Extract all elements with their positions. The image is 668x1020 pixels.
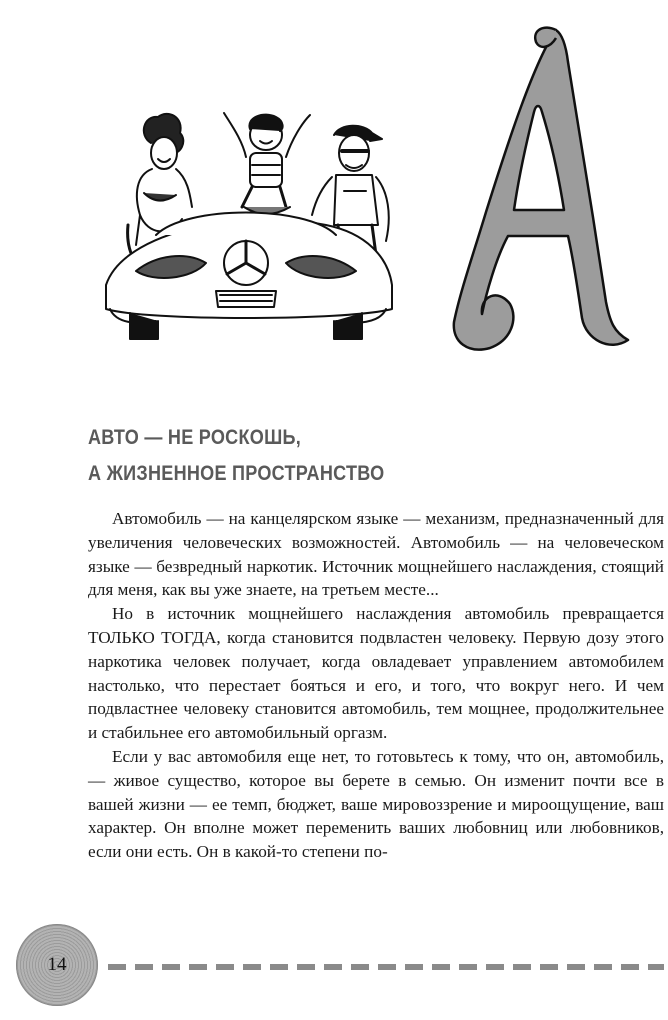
paragraph: Но в источник мощнейшего наслаждения автомобиль превращается ТОЛЬКО ТОГДА, когда становится подвластен человеку. Первую дозу этого наркотика человек получает, когда овладевает управлением автомобилем настолько, что перестает бояться и его, и того, что вокруг него. И чем подвластнее человеку становится автомобиль, тем мощнее, продолжительнее и стабильнее его автомобильный оргазм. [88, 604, 664, 743]
heading-line-1: АВТО — НЕ РОСКОШЬ, [88, 426, 301, 449]
body-text [88, 507, 664, 864]
page-number-badge [16, 924, 98, 1006]
paragraph: Если у вас автомобиля еще нет, то готовьтесь к тому, что он, автомобиль, — живое существо, которое вы берете в семью. Он изменит почти все в вашей жизни — ее темп, бюджет, ваше мировоззрение и мироощущение, ваш характер. Он вполне может переменить ваших любовниц или любовников, если они есть. Он в какой-то степени по- [88, 746, 664, 862]
page-number: 14 [47, 954, 67, 975]
car-drawing [106, 213, 392, 340]
child-figure [224, 113, 310, 214]
heading-line-2: А ЖИЗНЕННОЕ ПРОСТРАНСТВО [88, 462, 385, 485]
family-on-car-illustration [96, 95, 396, 355]
dropcap-letter-a [438, 22, 638, 357]
footer-dashed-rule [108, 964, 664, 970]
section-heading [88, 420, 535, 492]
paragraph: Автомобиль — на канцелярском языке — механизм, предназначенный для увеличения человеческих возможностей. Автомобиль — на человеческом языке — безвредный наркотик. Источник мощнейшего наслаждения, стоящий для меня, как вы уже знаете, на третьем месте... [88, 509, 664, 600]
